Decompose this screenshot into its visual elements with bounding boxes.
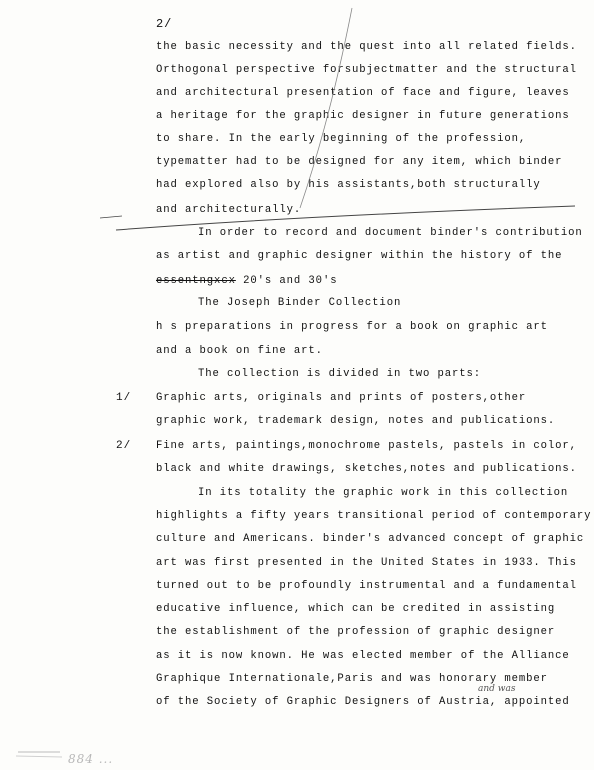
body-line: h s preparations in progress for a book on graphic art <box>156 321 548 333</box>
body-line: and architectural presentation of face and figure, leaves <box>156 87 570 99</box>
body-line: turned out to be profoundly instrumental and a fundamental <box>156 580 577 592</box>
struck-text: essentngxcx <box>156 275 236 287</box>
horizontal-pen-line <box>116 206 575 230</box>
decades-text: 20's and 30's <box>243 275 338 287</box>
body-line: as it is now known. He was elected member of the Alliance <box>156 650 570 662</box>
body-line: Orthogonal perspective forsubjectmatter and the structural <box>156 64 577 76</box>
handwritten-insert: and was <box>478 684 516 694</box>
body-line: In order to record and document binder's contribution <box>198 227 583 239</box>
pencil-stroke <box>16 756 62 757</box>
page-number: 2/ <box>156 17 173 31</box>
body-line: typematter had to be designed for any item, which binder <box>156 156 563 168</box>
body-line: Graphique Internationale,Paris and was honorary member <box>156 673 548 685</box>
body-line: a heritage for the graphic designer in future generations <box>156 110 570 122</box>
body-line: art was first presented in the United States in 1933. This <box>156 557 577 569</box>
body-line: the establishment of the profession of graphic designer <box>156 626 556 638</box>
list-item-line: Fine arts, paintings,monochrome pastels, pastels in color, <box>156 440 577 452</box>
body-line: and a book on fine art. <box>156 345 323 357</box>
pencil-note: 884 ... <box>68 752 114 766</box>
list-marker: 1/ <box>116 392 132 404</box>
collection-title: The Joseph Binder Collection <box>198 297 402 309</box>
body-line: In its totality the graphic work in this collection <box>198 487 569 499</box>
body-line: highlights a fifty years transitional period of contemporary <box>156 510 592 522</box>
body-line: educative influence, which can be credited in assisting <box>156 603 556 615</box>
body-line: the basic necessity and the quest into all related fields. <box>156 41 577 53</box>
diagonal-pen-stroke <box>300 8 352 208</box>
pen-tick <box>100 216 122 218</box>
body-line: had explored also by his assistants,both structurally <box>156 179 541 191</box>
list-item-line: graphic work, trademark design, notes and publications. <box>156 415 556 427</box>
list-item-line: black and white drawings, sketches,notes and publications. <box>156 463 577 475</box>
collection-intro: The collection is divided in two parts: <box>198 368 482 380</box>
body-line: as artist and graphic designer within the history of the <box>156 250 563 262</box>
list-marker: 2/ <box>116 440 132 452</box>
body-line: of the Society of Graphic Designers of Austria, appointed <box>156 696 570 708</box>
list-item-line: Graphic arts, originals and prints of posters,other <box>156 392 527 404</box>
body-line: to share. In the early beginning of the profession, <box>156 133 527 145</box>
body-line: and architecturally. <box>156 204 302 216</box>
body-line: culture and Americans. binder's advanced concept of graphic <box>156 533 585 545</box>
